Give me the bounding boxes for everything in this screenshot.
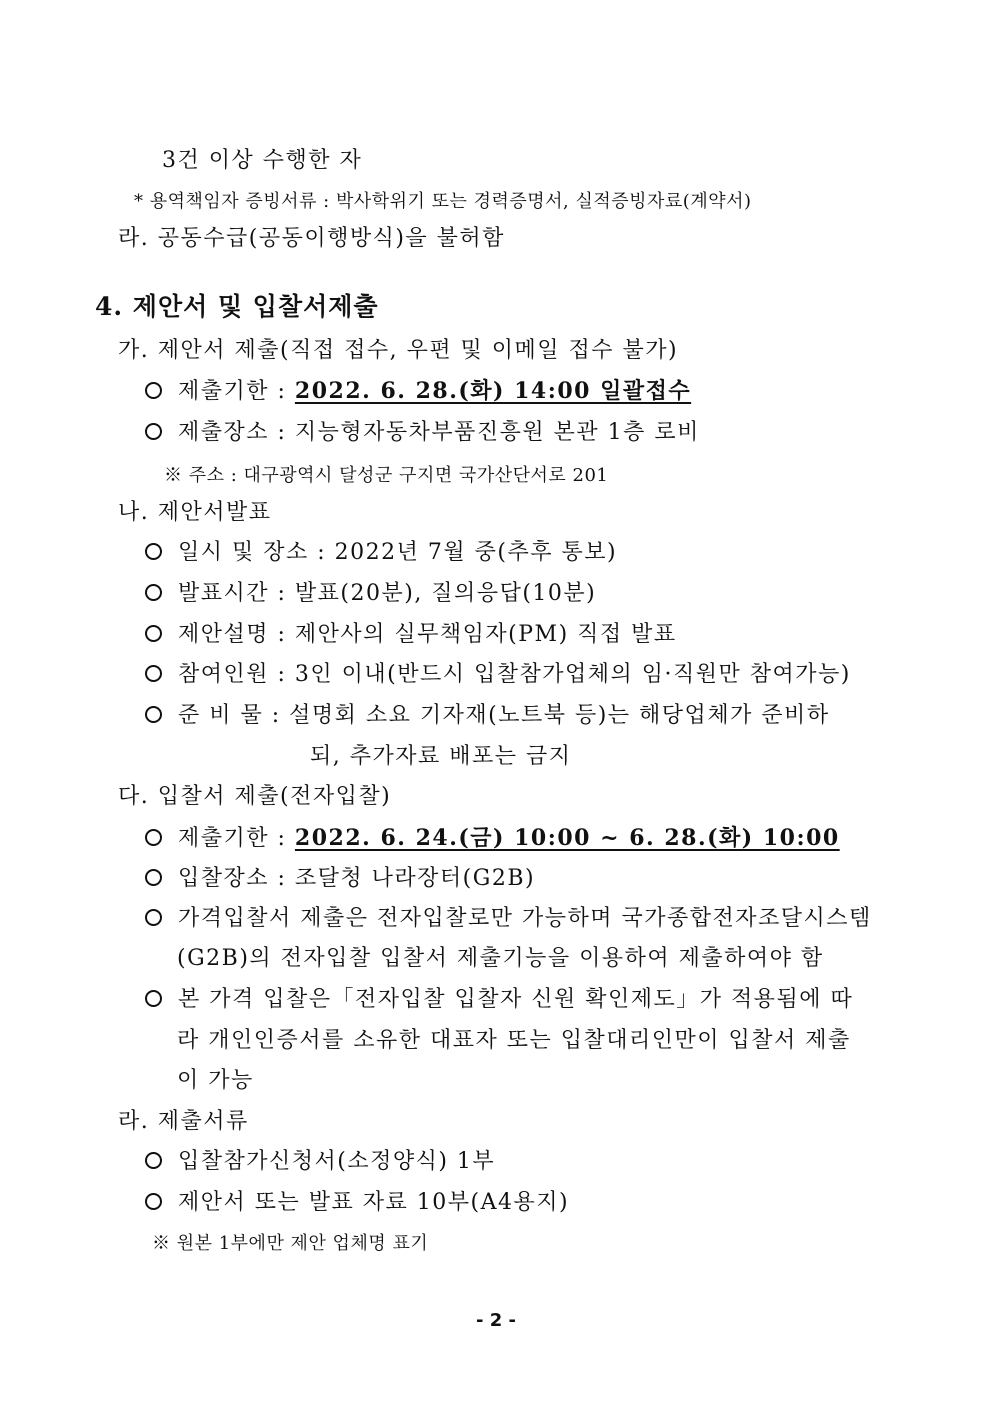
page-number: - 2 - (476, 1310, 516, 1331)
circle-bullet-icon (145, 1152, 162, 1169)
bullet-continuation: 되, 추가자료 배포는 금지 (310, 744, 572, 769)
text-line: 3건 이상 수행한 자 (162, 148, 363, 173)
circle-bullet-icon (145, 423, 162, 440)
bullet-item: 준 비 물 : 설명회 소요 기자재(노트북 등)는 해당업체가 준비하 (145, 701, 830, 731)
bullet-item: 제안서 또는 발표 자료 10부(A4용지) (145, 1188, 569, 1218)
subsection-heading: 다. 입찰서 제출(전자입찰) (118, 784, 392, 809)
circle-bullet-icon (145, 382, 162, 399)
deadline-value: 2022. 6. 28.(화) 14:00 일괄접수 (294, 378, 692, 404)
circle-bullet-icon (145, 1193, 162, 1210)
bullet-item: 참여인원 : 3인 이내(반드시 입찰참가업체의 임·직원만 참여가능) (145, 660, 851, 690)
bullet-item: 제안설명 : 제안사의 실무책임자(PM) 직접 발표 (145, 620, 677, 650)
circle-bullet-icon (145, 665, 162, 682)
bullet-item: 제출장소 : 지능형자동차부품진흥원 본관 1층 로비 (145, 418, 700, 448)
circle-bullet-icon (145, 990, 162, 1007)
circle-bullet-icon (145, 706, 162, 723)
circle-bullet-icon (145, 584, 162, 601)
circle-bullet-icon (145, 829, 162, 846)
bullet-item: 입찰장소 : 조달청 나라장터(G2B) (145, 864, 535, 894)
circle-bullet-icon (145, 909, 162, 926)
text-line: 라. 공동수급(공동이행방식)을 불허함 (118, 226, 505, 251)
subsection-heading: 라. 제출서류 (118, 1109, 249, 1134)
circle-bullet-icon (145, 869, 162, 886)
bullet-item: 제출기한 : 2022. 6. 28.(화) 14:00 일괄접수 (145, 376, 691, 407)
bullet-continuation: 이 가능 (177, 1068, 254, 1093)
circle-bullet-icon (145, 625, 162, 642)
note-line: ※ 주소 : 대구광역시 달성군 구지면 국가산단서로 201 (164, 465, 609, 486)
bullet-item: 제출기한 : 2022. 6. 24.(금) 10:00 ~ 6. 28.(화) 10:00 (145, 823, 840, 854)
section-heading: 4. 제안서 및 입찰서제출 (95, 292, 379, 321)
bullet-item: 입찰참가신청서(소정양식) 1부 (145, 1147, 495, 1177)
note-line: ※ 원본 1부에만 제안 업체명 표기 (152, 1233, 429, 1254)
bullet-item: 가격입찰서 제출은 전자입찰로만 가능하며 국가종합전자조달시스템 (145, 904, 872, 934)
circle-bullet-icon (145, 543, 162, 560)
subsection-heading: 가. 제안서 제출(직접 접수, 우편 및 이메일 접수 불가) (118, 338, 679, 363)
bullet-item: 본 가격 입찰은「전자입찰 입찰자 신원 확인제도」가 적용됨에 따 (145, 985, 853, 1015)
subsection-heading: 나. 제안서발표 (118, 500, 272, 525)
bullet-continuation: 라 개인인증서를 소유한 대표자 또는 입찰대리인만이 입찰서 제출 (177, 1028, 851, 1053)
bullet-item: 발표시간 : 발표(20분), 질의응답(10분) (145, 579, 596, 609)
bullet-continuation: (G2B)의 전자입찰 입찰서 제출기능을 이용하여 제출하여야 함 (177, 946, 824, 971)
deadline-value: 2022. 6. 24.(금) 10:00 ~ 6. 28.(화) 10:00 (294, 825, 840, 851)
bullet-item: 일시 및 장소 : 2022년 7월 중(추후 통보) (145, 538, 617, 568)
note-line: * 용역책임자 증빙서류 : 박사학위기 또는 경력증명서, 실적증빙자료(계약서) (134, 191, 752, 212)
